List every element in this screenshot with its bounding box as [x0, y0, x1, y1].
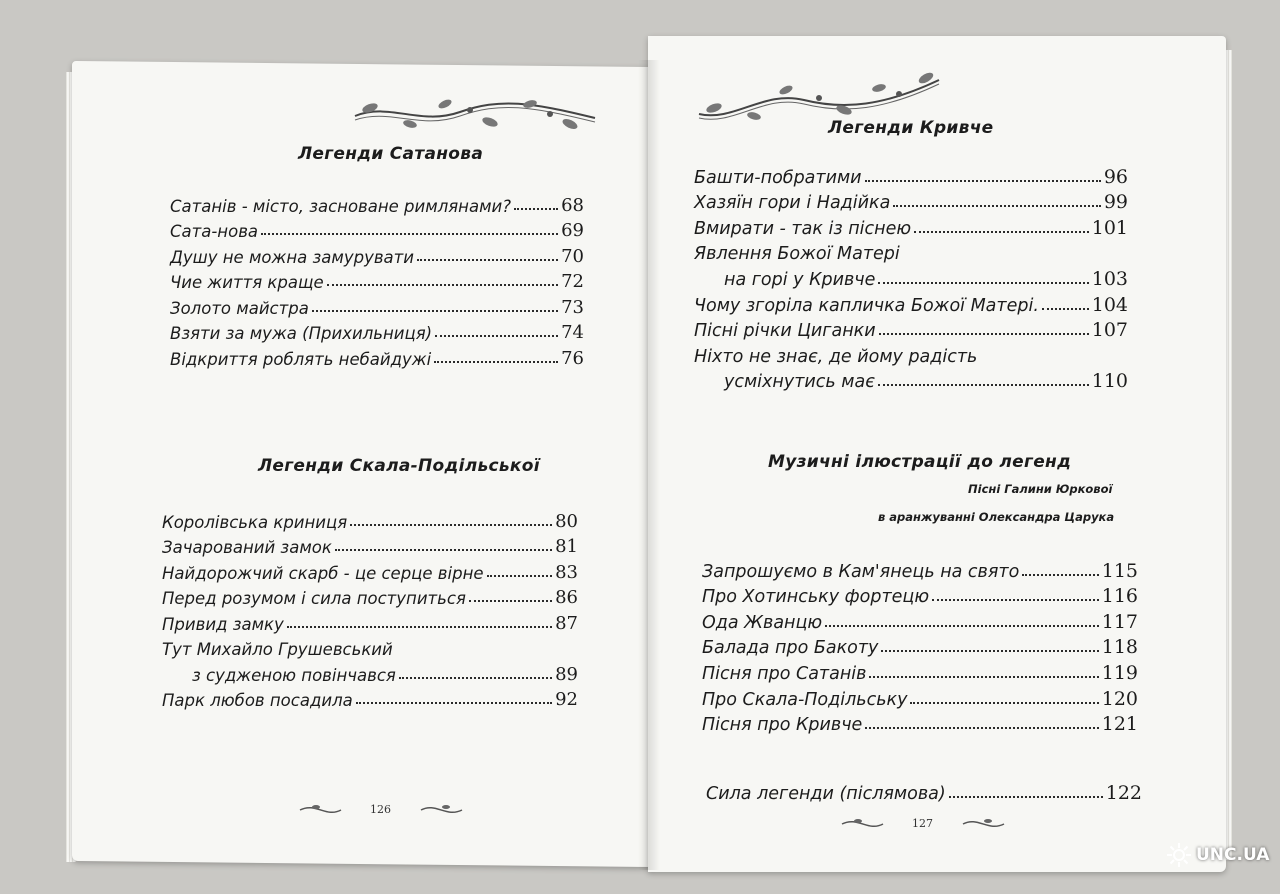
toc-entry: [702, 658, 1138, 684]
toc-entry: [702, 684, 1138, 710]
toc-entry-page: 68: [561, 194, 584, 216]
toc-entry-page: 83: [555, 561, 578, 583]
toc-entry-page: 72: [561, 271, 584, 292]
toc-music: [702, 556, 1138, 735]
toc-entry: [694, 290, 1128, 316]
dot-leader: [417, 259, 558, 261]
dot-leader: [399, 677, 552, 679]
toc-entry-title: Відкриття роблять небайдужі: [170, 349, 432, 369]
toc-entry-page: 115: [1101, 559, 1138, 582]
toc-entry-page: 74: [561, 322, 584, 343]
toc-entry: [162, 557, 578, 583]
toc-entry-title: Королівська криниця: [162, 512, 348, 532]
toc-entry-page: 122: [1105, 781, 1142, 804]
toc-entry: [170, 267, 584, 293]
toc-kryvche: [694, 162, 1128, 392]
toc-skala-podilska: [162, 506, 578, 710]
toc-entry-title: Взяти за мужа (Прихильниця): [170, 324, 433, 343]
section-title-skala-podilska: Легенди Скала-Подільської: [258, 456, 540, 476]
toc-entry: [694, 367, 1128, 393]
watermark-text: UNC.UA: [1196, 845, 1270, 865]
page-number-right: 127: [912, 817, 933, 830]
toc-entry: [694, 341, 1128, 367]
section-title-satanov: Легенди Сатанова: [298, 144, 484, 164]
toc-entry-page: 104: [1091, 293, 1128, 316]
toc-entry-title: Зачарований замок: [162, 538, 332, 557]
toc-entry: [702, 633, 1138, 659]
toc-entry-title: Душу не можна замурувати: [170, 247, 415, 267]
dot-leader: [261, 233, 558, 235]
toc-entry-page: 116: [1101, 585, 1138, 608]
dot-leader: [1042, 308, 1089, 310]
toc-entry-page: 73: [561, 296, 584, 318]
dot-leader: [865, 727, 1098, 729]
toc-entry-title: Перед розумом і сила поступиться: [162, 589, 466, 608]
dot-leader: [878, 282, 1088, 284]
page-number-left: 126: [370, 803, 391, 816]
toc-entry-title: Про Хотинську фортецю: [702, 587, 930, 608]
toc-entry: [170, 343, 584, 369]
toc-entry-page: 118: [1101, 636, 1138, 659]
toc-entry-title: Чие життя краще: [170, 273, 324, 292]
toc-entry: [694, 239, 1128, 265]
arrangement-credit: в аранжуванні Олександра Царука: [878, 510, 1115, 524]
vine-ornament-left-icon: [350, 96, 600, 130]
dot-leader: [350, 524, 552, 526]
songs-author: Пісні Галини Юркової: [968, 482, 1113, 496]
dot-leader: [949, 796, 1103, 798]
toc-entry-title: Про Скала-Подільську: [702, 689, 908, 710]
toc-entry-title: Золото майстра: [170, 298, 309, 318]
dot-leader: [435, 335, 558, 337]
dot-leader: [879, 333, 1089, 335]
toc-entry: [170, 216, 584, 242]
toc-entry-title: Пісні річки Циганки: [694, 321, 876, 342]
toc-entry: [706, 778, 1142, 804]
toc-entry-title: Балада про Бакоту: [702, 638, 879, 659]
dot-leader: [469, 600, 552, 602]
toc-entry: [162, 608, 578, 634]
toc-entry-page: 92: [555, 689, 578, 710]
toc-entry-title: Сила легенди (післямова): [706, 783, 946, 804]
toc-entry-page: 101: [1091, 216, 1128, 239]
dot-leader: [881, 650, 1098, 652]
dot-leader: [914, 231, 1089, 233]
dot-leader: [865, 180, 1101, 182]
dot-leader: [893, 205, 1101, 207]
toc-entry-title: Тут Михайло Грушевський: [162, 640, 393, 659]
toc-entry-page: 86: [555, 587, 578, 608]
dot-leader: [869, 676, 1098, 678]
toc-entry-page: 119: [1101, 661, 1138, 684]
sunburst-logo-icon: [1166, 842, 1192, 868]
dot-leader: [356, 702, 552, 704]
toc-entry: [694, 188, 1128, 214]
toc-entry-page: 89: [555, 663, 578, 685]
toc-entry-page: 110: [1091, 370, 1128, 393]
book-gutter: [638, 60, 660, 870]
toc-entry: [162, 634, 578, 660]
section-title-kryvche: Легенди Кривче: [828, 118, 994, 138]
dot-leader: [287, 626, 552, 628]
toc-entry-page: 81: [555, 536, 578, 557]
toc-entry-page: 69: [561, 220, 584, 241]
toc-entry: [702, 556, 1138, 582]
toc-entry-title: усміхнутись має: [724, 372, 875, 393]
toc-entry-title: Хазяїн гори і Надійка: [694, 193, 891, 214]
toc-entry: [162, 685, 578, 711]
toc-entry-title: Ніхто не знає, де йому радість: [694, 346, 978, 367]
dot-leader: [434, 361, 558, 363]
toc-entry-title: на горі у Кривче: [724, 269, 876, 290]
dot-leader: [327, 284, 558, 286]
dot-leader: [335, 549, 552, 551]
dot-leader: [514, 208, 558, 210]
toc-entry: [170, 318, 584, 344]
toc-entry-title: з судженою повінчався: [192, 665, 396, 685]
dot-leader: [932, 599, 1099, 601]
site-watermark: [1166, 842, 1269, 868]
toc-entry-title: Чому згоріла капличка Божої Матері.: [694, 295, 1039, 316]
toc-entry-title: Привид замку: [162, 614, 284, 634]
dot-leader: [878, 384, 1089, 386]
toc-entry-title: Явлення Божої Матері: [694, 244, 900, 265]
toc-entry-title: Запрошуємо в Кам'янець на свято: [702, 561, 1020, 582]
toc-entry: [170, 190, 584, 216]
toc-entry-title: Сата-нова: [170, 222, 259, 241]
toc-entry-title: Сатанів - місто, засноване римлянами?: [170, 196, 511, 216]
toc-entry-title: Пісня про Сатанів: [702, 663, 867, 684]
toc-entry: [702, 607, 1138, 633]
toc-entry-page: 117: [1101, 610, 1138, 633]
toc-entry: [702, 582, 1138, 608]
toc-afterword: [706, 778, 1142, 804]
toc-entry-page: 87: [555, 612, 578, 634]
toc-entry-page: 103: [1091, 267, 1128, 290]
dot-leader: [312, 310, 558, 312]
toc-entry: [170, 292, 584, 318]
toc-entry-title: Найдорожчий скарб - це серце вірне: [162, 563, 484, 583]
toc-entry: [694, 316, 1128, 342]
toc-entry-page: 80: [555, 510, 578, 532]
toc-entry: [162, 506, 578, 532]
dot-leader: [1022, 574, 1098, 576]
toc-entry-page: 107: [1091, 319, 1128, 342]
toc-entry: [694, 264, 1128, 290]
toc-entry-page: 76: [561, 347, 584, 369]
toc-entry: [162, 659, 578, 685]
toc-entry-page: 70: [561, 245, 584, 267]
toc-entry: [694, 213, 1128, 239]
toc-entry-page: 121: [1101, 713, 1138, 736]
toc-entry: [162, 532, 578, 558]
toc-entry-title: Парк любов посадила: [162, 691, 353, 710]
toc-entry: [694, 162, 1128, 188]
toc-entry-title: Ода Жванцю: [702, 612, 823, 633]
toc-entry-page: 120: [1101, 687, 1138, 710]
toc-entry: [162, 583, 578, 609]
toc-satanov: [170, 190, 584, 369]
section-title-music: Музичні ілюстрації до легенд: [768, 452, 1072, 472]
dot-leader: [825, 625, 1099, 627]
toc-entry-title: Пісня про Кривче: [702, 715, 863, 736]
toc-entry-title: Башти-побратими: [694, 167, 862, 188]
toc-entry: [170, 241, 584, 267]
toc-entry-page: 96: [1103, 165, 1128, 188]
dot-leader: [487, 575, 553, 577]
dot-leader: [910, 702, 1098, 704]
toc-entry-page: 99: [1103, 191, 1128, 214]
toc-entry-title: Вмирати - так із піснею: [694, 218, 912, 239]
toc-entry: [702, 710, 1138, 736]
